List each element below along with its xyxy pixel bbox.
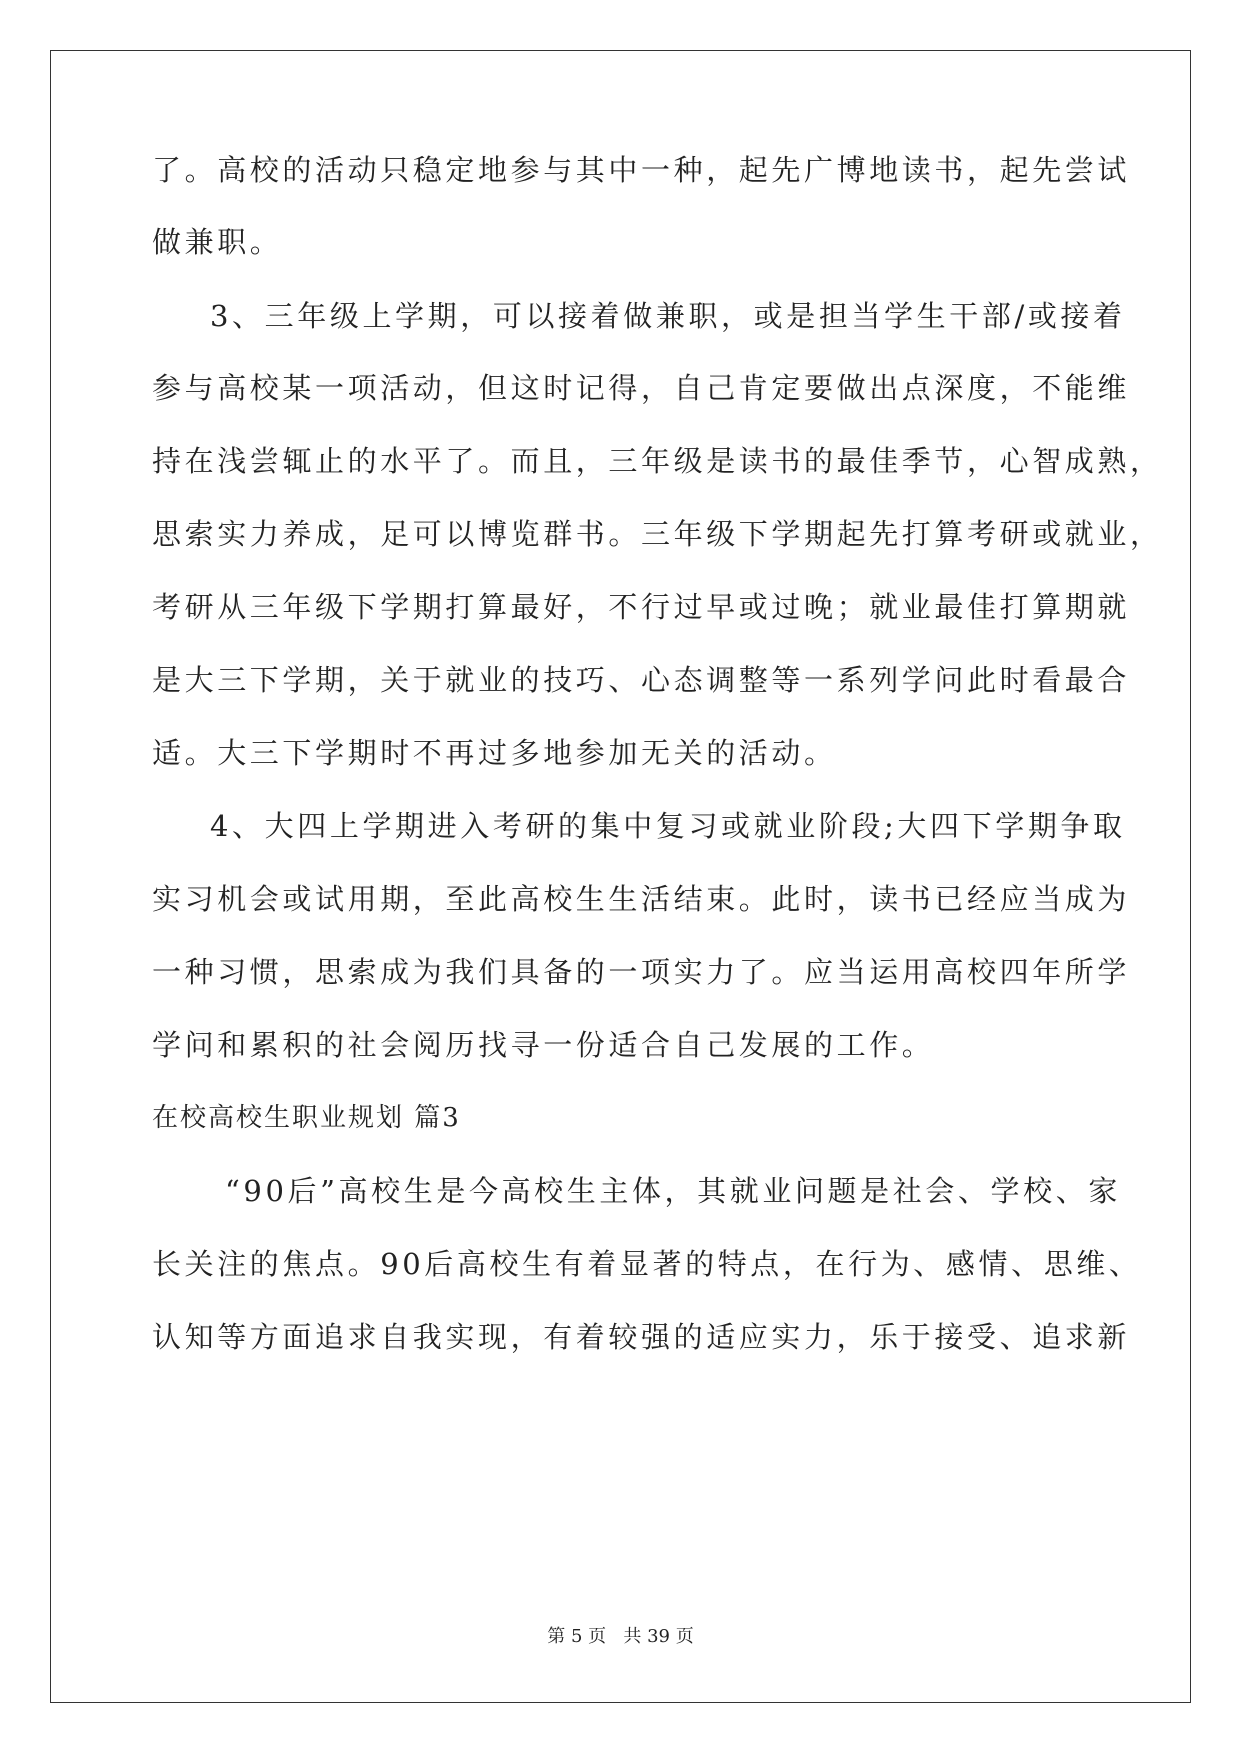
text-line: 思索实力养成，足可以博览群书。三年级下学期起先打算考研或就业， [152,517,1163,551]
text-line: “90后”高校生是今高校生主体，其就业问题是社会、学校、家 [225,1174,1121,1208]
text-line: 4、大四上学期进入考研的集中复习或就业阶段;大四下学期争取 [210,809,1126,843]
text-line: 长关注的焦点。90后高校生有着显著的特点，在行为、感情、思维、 [152,1247,1142,1281]
text-line: 适。大三下学期时不再过多地参加无关的活动。 [152,736,837,770]
section-heading: 在校高校生职业规划 篇3 [152,1103,461,1133]
text-line: 参与高校某一项活动，但这时记得，自己肯定要做出点深度，不能维 [152,371,1131,405]
text-line: 了。高校的活动只稳定地参与其中一种，起先广博地读书，起先尝试 [152,153,1131,187]
text-line: 是大三下学期，关于就业的技巧、心态调整等一系列学问此时看最合 [152,663,1131,697]
text-line: 持在浅尝辄止的水平了。而且，三年级是读书的最佳季节，心智成熟， [152,444,1163,478]
text-line: 考研从三年级下学期打算最好，不行过早或过晚；就业最佳打算期就 [152,590,1131,624]
text-line: 实习机会或试用期，至此高校生生活结束。此时，读书已经应当成为 [152,882,1131,916]
text-line: 一种习惯，思索成为我们具备的一项实力了。应当运用高校四年所学 [152,955,1131,989]
text-line: 3、三年级上学期，可以接着做兼职，或是担当学生干部/或接着 [210,299,1126,333]
page-footer: 第 5 页 共 39 页 [547,1626,694,1647]
text-line: 学问和累积的社会阅历找寻一份适合自己发展的工作。 [152,1028,935,1062]
text-line: 做兼职。 [152,225,283,259]
text-line: 认知等方面追求自我实现，有着较强的适应实力，乐于接受、追求新 [152,1320,1131,1354]
